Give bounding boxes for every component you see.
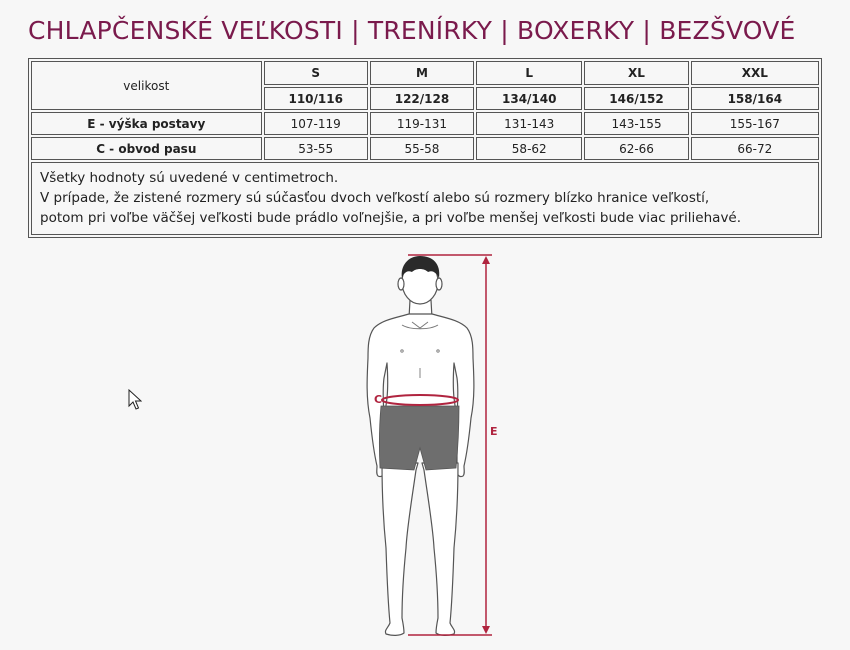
page-title: CHLAPČENSKÉ VEĽKOSTI | TRENÍRKY | BOXERKY | BEZŠVOVÉ bbox=[28, 16, 796, 45]
range-label: 110/116 bbox=[264, 87, 368, 110]
table-cell: 53-55 bbox=[264, 137, 368, 160]
size-label: S bbox=[264, 61, 368, 85]
row-label-waist: C - obvod pasu bbox=[31, 137, 262, 160]
range-label: 134/140 bbox=[476, 87, 582, 110]
table-row bbox=[31, 137, 819, 160]
size-header-row bbox=[31, 61, 819, 85]
arrow-up-icon bbox=[482, 256, 490, 264]
size-label: XXL bbox=[691, 61, 819, 85]
arrow-down-icon bbox=[482, 626, 490, 634]
note-line: Všetky hodnoty sú uvedené v centimetroch. bbox=[40, 170, 339, 186]
range-label: 158/164 bbox=[691, 87, 819, 110]
table-cell: 55-58 bbox=[370, 137, 474, 160]
corner-label: velikost bbox=[31, 61, 262, 110]
note-line: potom pri voľbe väčšej veľkosti bude prádlo voľnejšie, a pri voľbe menšej veľkosti bude viac priliehavé. bbox=[40, 210, 742, 226]
range-label: 122/128 bbox=[370, 87, 474, 110]
table-cell: 119-131 bbox=[370, 112, 474, 135]
note-line: V prípade, že zistené rozmery sú súčasťou dvoch veľkostí alebo sú rozmery blízko hranice veľkostí, bbox=[40, 190, 710, 206]
size-label: M bbox=[370, 61, 474, 85]
table-cell: 62-66 bbox=[584, 137, 688, 160]
table-cell: 58-62 bbox=[476, 137, 582, 160]
table-cell: 107-119 bbox=[264, 112, 368, 135]
boxer-shorts-icon bbox=[379, 406, 459, 470]
row-label-height: E - výška postavy bbox=[31, 112, 262, 135]
size-label: XL bbox=[584, 61, 688, 85]
notes-cell bbox=[31, 162, 819, 235]
mouse-pointer-icon bbox=[128, 389, 142, 411]
notes-row bbox=[31, 162, 819, 235]
table-cell: 155-167 bbox=[691, 112, 819, 135]
label-e: E bbox=[490, 425, 498, 438]
table-cell: 66-72 bbox=[691, 137, 819, 160]
table-cell: 131-143 bbox=[476, 112, 582, 135]
size-table bbox=[28, 58, 822, 238]
label-c: C bbox=[374, 393, 383, 406]
body-measurement-figure bbox=[340, 248, 520, 643]
table-cell: 143-155 bbox=[584, 112, 688, 135]
range-label: 146/152 bbox=[584, 87, 688, 110]
size-label: L bbox=[476, 61, 582, 85]
table-row bbox=[31, 112, 819, 135]
